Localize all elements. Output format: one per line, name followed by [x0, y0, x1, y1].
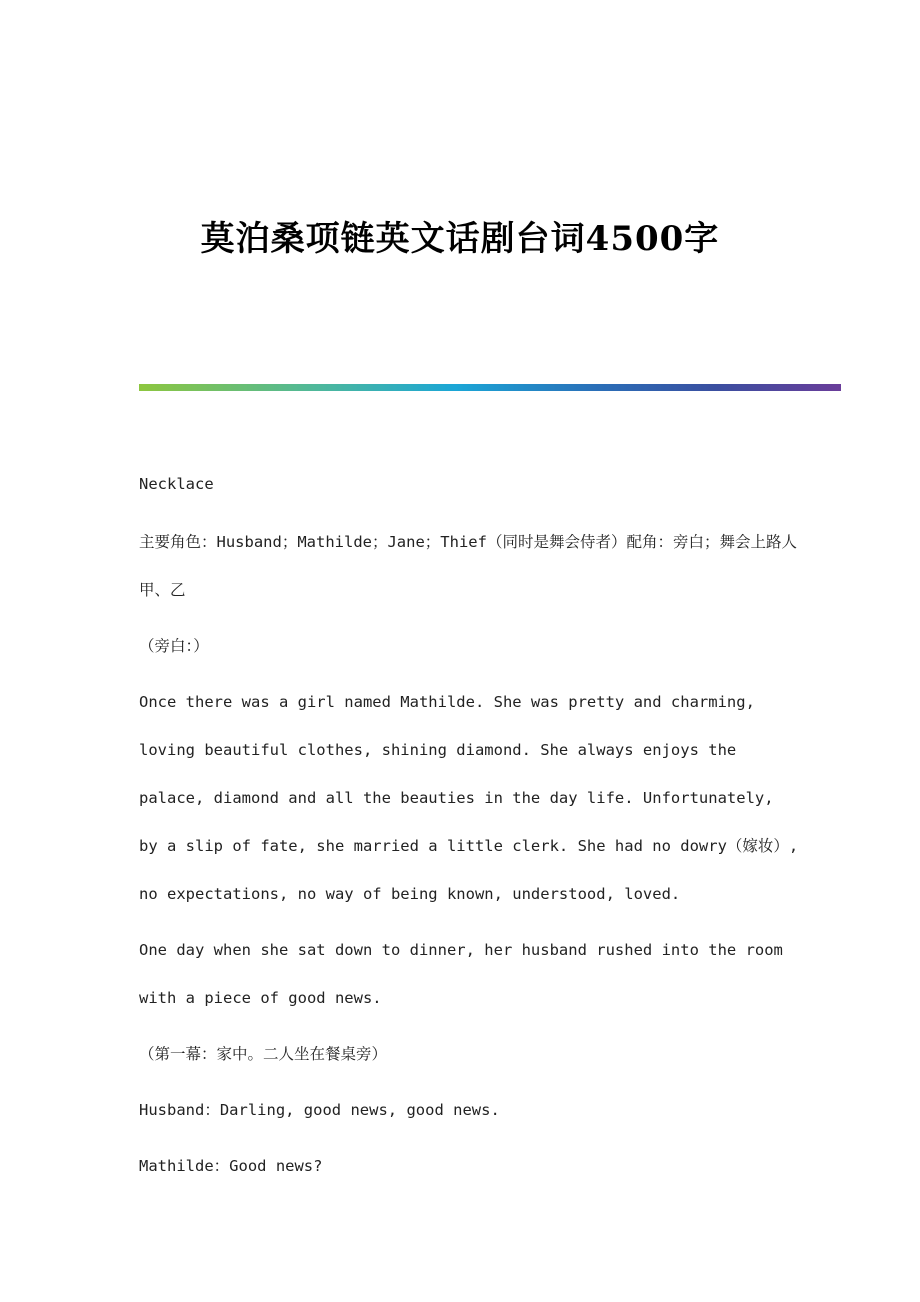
document-body: [139, 470, 799, 1198]
paragraph-husband-line: Husband：Darling, good news, good news.: [139, 1101, 500, 1119]
paragraph-narrator-label: （旁白：）: [139, 637, 209, 655]
paragraph-mathilde-line: Mathilde：Good news?: [139, 1157, 323, 1175]
paragraph-heading: Necklace: [139, 475, 214, 493]
paragraph-dinner: One day when she sat down to dinner, her husband rushed into the room with a piece of good news.: [139, 941, 783, 1007]
paragraph-narration: Once there was a girl named Mathilde. She was pretty and charming, loving beautiful clothes, shining diamond. She always enjoys the palace, diamond and all the beauties in the day life. Unfortunately, by a slip of fate, she married a little clerk. She had no dowry（嫁妆）, no expectations, no way of being known, understood, loved.: [139, 693, 799, 903]
title-divider: [139, 384, 841, 391]
document-title: 莫泊桑项链英文话剧台词4500字: [200, 219, 720, 259]
paragraph-characters: 主要角色：Husband；Mathilde；Jane；Thief（同时是舞会侍者）配角：旁白；舞会上路人甲、乙: [139, 533, 797, 599]
paragraph-act-one: （第一幕：家中。二人坐在餐桌旁）: [139, 1045, 388, 1063]
